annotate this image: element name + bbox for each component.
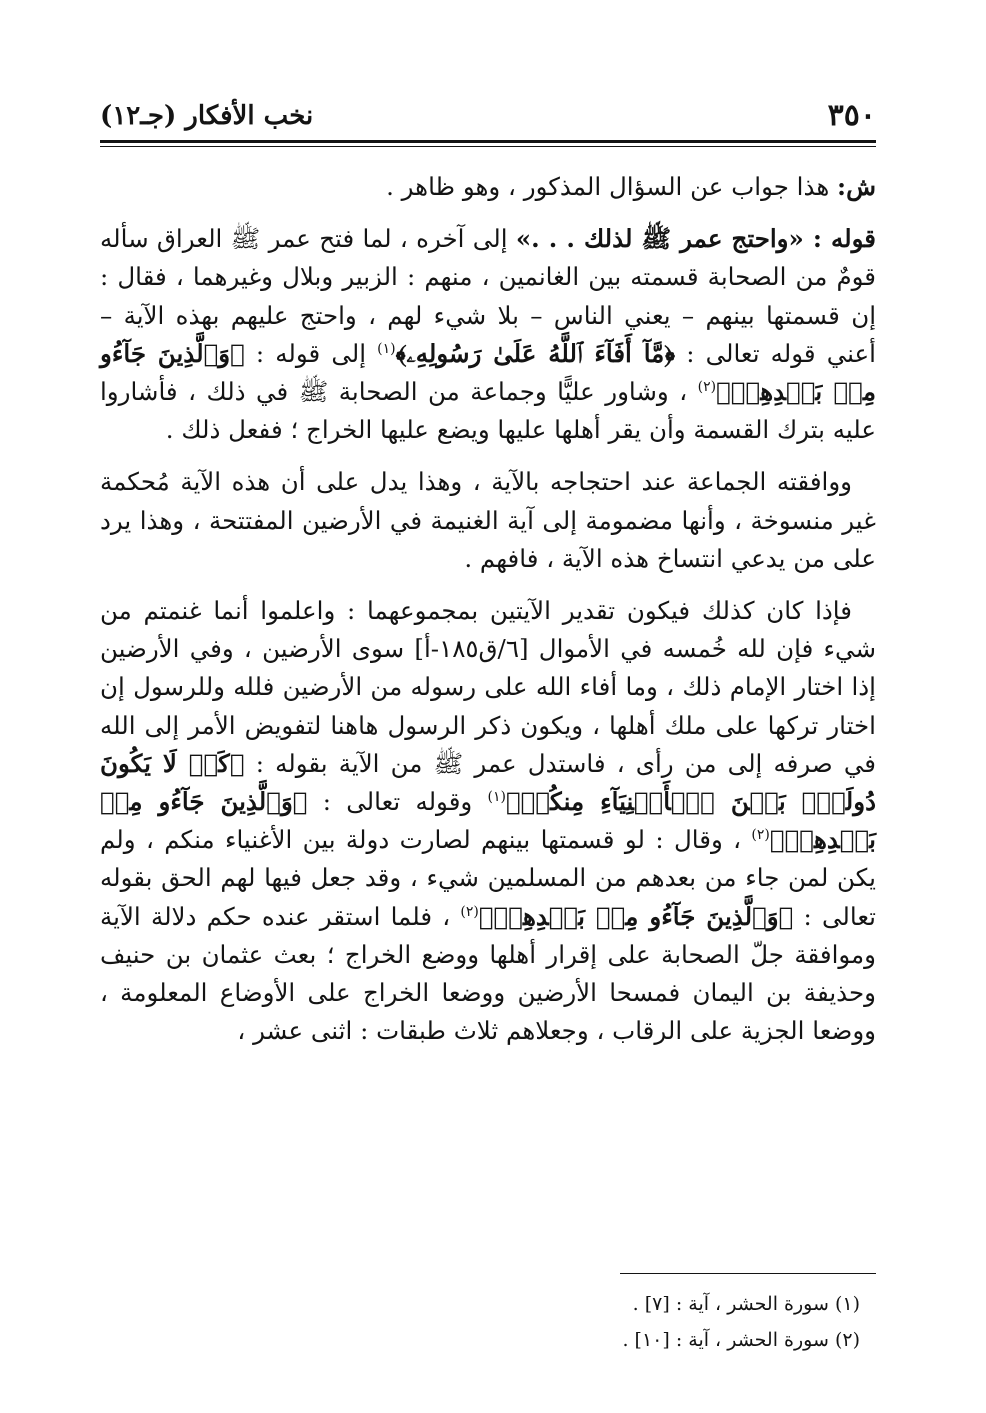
paragraph-1-text: هذا جواب عن السؤال المذكور ، وهو ظاهر . — [386, 172, 838, 201]
paragraph-4-text-4: ، فلما استقر عنده حكم دلالة الآية وموافقة جلّ الصحابة على إقرار أهلها ووضع الخراج ؛ بعث عثمان بن حنيف وحذيفة بن اليمان فمسحا الأرضين ووضعا الخراج على الأوضاع المعلومة ، ووضعا الجزية على الرقاب ، وجعلاهم ثلاث طبقات : اثنى عشر ، — [100, 901, 876, 1046]
footnote-2: (٢) سورة الحشر ، آية : [١٠] . — [622, 1329, 860, 1351]
paragraph-3-text: ووافقته الجماعة عند احتجاجه بالآية ، وهذا يدل على أن هذه الآية مُحكمة غير منسوخة ، وأنها مضمومة إلى آية الغنيمة في الأرضين المفتتحة ، وهذا يرد على من يدعي انتساخ هذه الآية ، فافهم . — [100, 467, 876, 573]
main-text — [100, 168, 876, 1064]
paragraph-2-label: قوله : «واحتج عمر ﷺ لذلك . . .» — [515, 224, 876, 254]
header-rule-thin — [100, 146, 876, 147]
paragraph-4-text-2: وقوله تعالى : — [307, 787, 488, 817]
page-header — [100, 96, 876, 136]
paragraph-1-label: ش: — [837, 172, 876, 201]
paragraph-3 — [100, 463, 876, 578]
paragraph-4 — [100, 592, 876, 1050]
footnotes — [100, 1286, 876, 1358]
paragraph-4-text-1: فإذا كان كذلك فيكون تقدير الآيتين بمجموعهما : واعلموا أنما غنمتم من شيء فإن لله خُمسه في الأموال [٦/ق١٨٥-أ] سوى الأرضين ، وفي الأرضين إذا اختار الإمام ذلك ، وما أفاء الله على رسوله من الأرضين فلله وللرسول إن اختار تركها على ملك أهلها ، ويكون ذكر الرسول هاهنا لتفويض الأمر إلى الله في صرفه إلى من رأى ، فاستدل عمر ﷺ من الآية بقوله : — [100, 596, 877, 778]
quran-quote: ﴿وَٱلَّذِينَ جَآءُو مِنۢ بَعۡدِهِمۡ﴾ — [100, 787, 876, 855]
paragraph-2 — [100, 220, 876, 449]
quran-quote: ﴿وَٱلَّذِينَ جَآءُو مِنۢ بَعۡدِهِمۡ﴾ — [100, 338, 876, 407]
paragraph-1 — [100, 168, 876, 206]
footnote-1: (١) سورة الحشر ، آية : [٧] . — [632, 1293, 860, 1315]
running-title: نخب الأفكار (جـ١٢) — [100, 101, 314, 131]
quran-quote: ﴿مَّآ أَفَآءَ ٱللَّهُ عَلَىٰ رَسُولِهِۦ﴾ — [395, 338, 676, 368]
footnote-ref: (١) — [377, 340, 396, 357]
paragraph-2-text-2: إلى قوله : — [244, 338, 378, 368]
footnote-ref: (٢) — [460, 903, 479, 920]
paragraph-2-text-1: إلى آخره ، لما فتح عمر ﷺ العراق سأله قومٌ من الصحابة قسمته بين الغانمين ، منهم : الزبير وبلال وغيرهما ، فقال : إن قسمتها بينهم – يعني الناس – بلا شيء لهم ، واحتج عليهم بهذه الآية – أعني قوله تعالى : — [100, 224, 876, 368]
quran-quote: ﴿كَيۡ لَا يَكُونَ دُولَةَۢ بَيۡنَ ٱلۡأَغۡنِيَآءِ مِنكُمۡ﴾ — [100, 748, 876, 817]
footnote-separator — [620, 1273, 876, 1274]
footnote-ref: (٢) — [751, 827, 770, 844]
footnote-ref: (١) — [487, 788, 506, 805]
page-number: ٣٥٠ — [827, 98, 876, 133]
header-rule-thick — [100, 140, 876, 143]
footnote-ref: (٢) — [697, 378, 717, 395]
paragraph-4-text-3: ، وقال : لو قسمتها بينهم لصارت دولة بين الأغنياء منكم ، ولم يكن لمن جاء من بعدهم من المسلمين شيء ، وقد جعل فيها لهم الحق بقوله تعالى : — [100, 825, 876, 931]
paragraph-2-text-3: ، وشاور عليًّا وجماعة من الصحابة ﷺ في ذلك ، فأشاروا عليه بترك القسمة وأن يقر أهلها عليها ويضع عليها الخراج ؛ ففعل ذلك . — [100, 377, 876, 445]
quran-quote: ﴿وَٱلَّذِينَ جَآءُو مِنۢ بَعۡدِهِمۡ﴾ — [478, 901, 794, 931]
